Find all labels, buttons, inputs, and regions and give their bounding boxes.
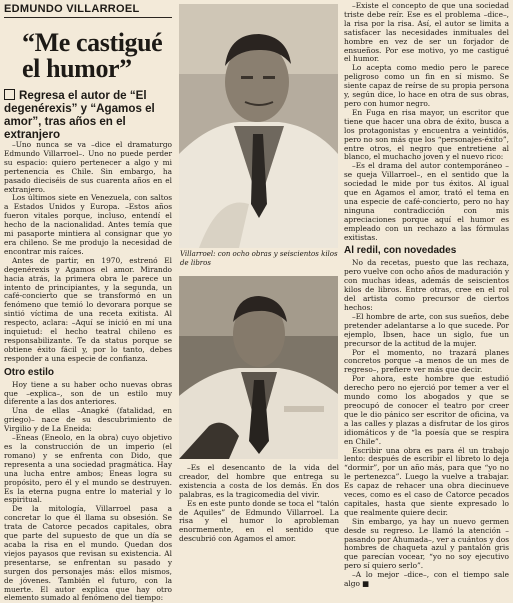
section-heading-al-redil: Al redil, con novedades (344, 245, 457, 257)
paragraph: –El hombre de arte, con sus sueños, debe pretender adelantarse a lo que sucede. Por ejemplo, Ibsen, hace un siglo, fue un precursor de la actitud de la mujer. (344, 311, 509, 348)
paragraph: –Es el drama del autor contemporáneo –se queja Villarroel–, en el sentido que la sociedad le mide por tus éxitos. Al igual que en Agamos el amor, trató el tema en una especie de café-concierto, pero no hay ninguna contradicción con mis apreciaciones porque aquí el humor es empleado con un rechazo a las fórmulas exitistas. (344, 161, 509, 242)
paragraph: Los últimos siete en Venezuela, con saltos a Estados Unidos y Europa. –Estos años fueron vitales porque, incluso, entendí el hecho de la nacionalidad. Antes temía que mi pasaporte mintiera al consignar que yo era chileno. Se me produjo la necesidad de encontrar mis raíces. (4, 193, 172, 256)
paragraph: Por ahora, este hombre que estudió derecho pero no ejerció por temer a ver el mundo como los abogados y que se preocupó de conocer el teatro por creer que le dio pánico ser escritor de oficina, va a las calles y plazas a disfrutar de los giros idiomáticos y de “la poesía que se respira en Chile”. (344, 374, 509, 446)
portrait-image (179, 4, 338, 248)
subheadline (4, 89, 176, 141)
section-heading-otro-estilo: Otro estilo (4, 366, 55, 378)
square-bullet-icon (4, 89, 15, 100)
paragraph: Escribir una obra es para él un trabajo lento: después de escribir el libreto lo deja “dormir”, por un año más, para que “yo no le pertenezca”. Luego la vuelve a trabajar. Es capaz de rehacer una obra diecinueve veces, como es el caso de Catorce pecados capitales, hasta que siente expresado lo que realmente quiere decir. (344, 445, 509, 517)
paragraph: En Fuga en risa mayor, un escritor que tiene que hacer una obra de éxito, busca a los protagonistas y encuentra a veintidós, pero no son más que los “personajes-éxito”, entre otros, el negro que entretiene al blanco, el muchacho joven y el nuevo rico: (344, 107, 509, 162)
paragraph: –A lo mejor –dice–, con el tiempo sale algo ■ (344, 570, 509, 589)
paragraph: Sin embargo, ya hay un nuevo germen desde su regreso. Le llamó la atención –pasando por Ahumada–, ver a cuántos y dos hombres de chaqueta azul y pantalón gris que parecían vocear, “yo no soy ejecutivo pero sí quiero serlo”. (344, 516, 509, 571)
byline-rule (4, 17, 172, 18)
article-column-3 (344, 2, 509, 596)
portrait-image (179, 276, 338, 459)
paragraph: –Es el desencanto de la vida del creador, del hombre que entrega su existencia a costa de los demás. En dos palabras, es la tragicomedia del vivir. (179, 463, 339, 499)
paragraph: –Existe el concepto de que una sociedad triste debe reír. Ese es el problema –dice–, la risa por la risa. Así, el autor se limita a satisfacer las necesidades inmituales del hombre en vez de ser un forjador de ensueños. Por ese motivo, yo me castigué el humor. (344, 1, 509, 64)
portrait-photo-bottom (179, 276, 338, 459)
byline: EDMUNDO VILLARROEL (4, 3, 140, 15)
paragraph: Hoy tiene a su haber ocho nuevas obras que –explica–, son de un estilo muy diferente a las dos anteriores. (4, 379, 172, 407)
paragraph: Es en este punto donde se toca el “talón de Aquiles” de Edmundo Villarroel. La risa y el humor lo aprobleman enormemente, en el sentido que descubrió con Agamos el amor. (179, 498, 339, 544)
paragraph: No da recetas, puesto que las rechaza, pero vuelve con ocho años de maduración y con muchas ideas, además de seiscientos kilos de libros. Entre otras, cree en el rol del artista como precursor de ciertos hechos: (344, 258, 509, 312)
subheadline-text: Regresa el autor de “El degenérexis” y “Agamos el amor”, tras años en el extranjero (4, 89, 155, 141)
paragraph: Por el momento, no trazará planes concretos porque –a menos de un mes de regreso–, prefiere ver más que decir. (344, 347, 509, 375)
article-column-1 (4, 140, 172, 603)
photo-caption: Villarroel: con ocho obras y seiscientos kilos de libros (180, 250, 338, 267)
paragraph: Antes de partir, en 1970, estrenó El degenérexis y Agamos el amor. Mirando hacia atrás, la primera obra le parece un intento de principiantes, y la segunda, un café-concierto que se transformó en un fenómeno que temió lo devorara porque se sintió víctima de una receta exitista. Al respecto, aclara: –Aquí se inició en mí una inquietud: el hecho teatral chileno es responsabilizante. Te da status porque se obtiene éxito fácil y, por lo tanto, debes responder a una especie de confianza. (4, 255, 172, 363)
article-column-2 (179, 464, 339, 596)
paragraph: –Eneas (Eneolo, en la obra) cuyo objetivo es la construcción de un imperio (el romano) y se enfrenta con Dido, que representa a una sociedad pragmática. Hay una lucha entre ambos; Eneas logra su propósito, pero él y el mundo se destruyen. Es la eterna pugna entre lo material y lo espiritual. (4, 433, 172, 505)
paragraph: –Uno nunca se va –dice el dramaturgo Edmundo Villarroel–. Uno no puede perder su espacio: quiero pertenecer a algo y mi pertenencia es Chile. Sin embargo, ha pasado dieciséis de sus cuarenta años en el extranjero. (4, 140, 172, 194)
paragraph: Una de ellas –Anagké (fatalidad, en griego)– nace de su descubrimiento de Virgilio y de La Eneida: (4, 406, 172, 434)
headline: “Me castigué el humor” (22, 28, 163, 83)
paragraph: Lo acepta como medio pero le parece peligroso como un fin en sí mismo. Se siente capaz de reírse de su propia persona y, según dice, lo hace en otra de sus obras, pero con humor negro. (344, 63, 509, 108)
portrait-photo-top (179, 4, 338, 248)
paragraph: De la mitología, Villarroel pasa a concretar lo que él llama su obsesión. Se trata de Catorce pecados capitales, obra que parte del supuesto de que un día se acaba la risa en el mundo. Quedan dos viejos payasos que revisan su existencia. Al presentarse, se enfrentan su pasado y surgen dos personajes más: ellos mismos, de jóvenes. También el futuro, con la muerte. El autor explica que hay otro elemento sumado al fenómeno del tiempo: (4, 504, 172, 603)
